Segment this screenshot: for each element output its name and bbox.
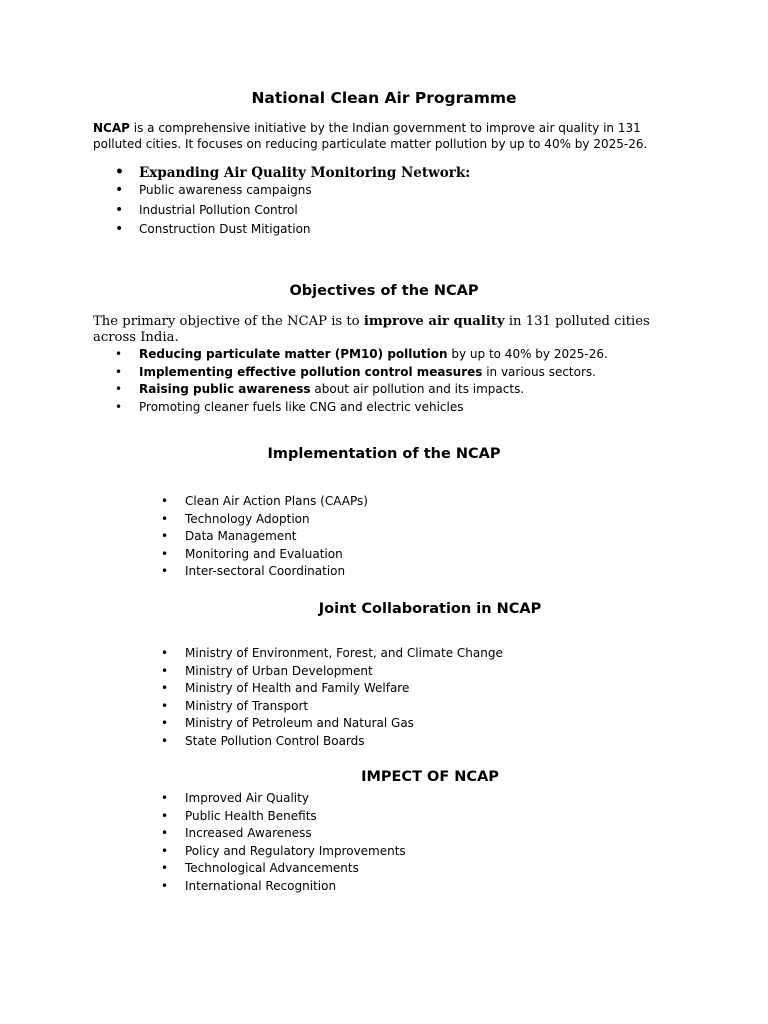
list-item: • Improved Air Quality	[185, 790, 406, 808]
list-item: • Data Management	[185, 528, 368, 546]
bullet-icon: •	[115, 399, 123, 414]
list-item: • Technological Advancements	[185, 860, 406, 878]
list-item: • Ministry of Health and Family Welfare	[185, 680, 503, 698]
list-item: • Reducing particulate matter (PM10) pollution by up to 40% by 2025-26.	[139, 346, 608, 364]
list-item: • Construction Dust Mitigation	[115, 221, 311, 238]
page-title: National Clean Air Programme	[251, 89, 517, 107]
list-item: • Ministry of Transport	[185, 698, 503, 716]
list-item: • Public awareness campaigns	[115, 182, 312, 198]
objectives-bold: improve air quality	[363, 314, 505, 329]
objectives-heading: Objectives of the NCAP	[289, 283, 479, 299]
bullet-icon: •	[115, 182, 124, 198]
list-item: • Ministry of Environment, Forest, and Climate Change	[185, 645, 503, 663]
list-item: • Implementing effective pollution control measures in various sectors.	[139, 364, 608, 382]
list-item: • Public Health Benefits	[185, 808, 406, 826]
list-item: • Ministry of Petroleum and Natural Gas	[185, 715, 503, 733]
implementation-heading: Implementation of the NCAP	[267, 446, 501, 462]
list-item: • Inter-sectoral Coordination	[185, 563, 368, 581]
bullet-icon: •	[115, 164, 124, 180]
collaboration-heading: Joint Collaboration in NCAP	[318, 601, 542, 617]
intro-text: is a comprehensive initiative by the Indian government to improve air quality in 131 polluted cities. It focuses on reducing particulate matter pollution by up to 40% by 2025-26.	[93, 121, 648, 151]
list-item: • Policy and Regulatory Improvements	[185, 843, 406, 861]
list-item: • Technology Adoption	[185, 511, 368, 529]
bullet-icon: •	[161, 663, 169, 678]
bullet-icon: •	[161, 494, 169, 508]
bullet-icon: •	[161, 826, 169, 841]
list-item: • State Pollution Control Boards	[185, 733, 503, 751]
impact-list	[161, 790, 406, 896]
list-item: • International Recognition	[185, 878, 406, 896]
list-item: • Raising public awareness about air pollution and its impacts.	[139, 381, 608, 399]
intro-bullet-list	[115, 164, 471, 239]
list-item: • Industrial Pollution Control	[115, 201, 298, 218]
intro-paragraph	[93, 120, 673, 152]
bullet-icon: •	[161, 511, 169, 526]
objectives-paragraph: The primary objective of the NCAP is to improve air quality in 131 polluted cities across India.	[93, 314, 650, 345]
bullet-icon: •	[115, 347, 123, 361]
bullet-icon: •	[161, 861, 169, 876]
bullet-icon: •	[161, 843, 169, 858]
bullet-icon: •	[161, 529, 169, 544]
bullet-icon: •	[161, 546, 169, 561]
list-item: • Monitoring and Evaluation	[185, 546, 368, 564]
bullet-icon: •	[161, 716, 169, 731]
bullet-icon: •	[161, 646, 169, 660]
bullet-icon: •	[161, 564, 169, 579]
objectives-list	[115, 346, 608, 416]
intro-bold: NCAP	[93, 121, 130, 135]
list-item: • Expanding Air Quality Monitoring Network:	[115, 164, 471, 181]
bullet-icon: •	[115, 364, 123, 379]
bullet-icon: •	[161, 808, 169, 823]
bullet-icon: •	[161, 791, 169, 805]
list-item: • Promoting cleaner fuels like CNG and electric vehicles	[139, 399, 608, 417]
list-item: • Ministry of Urban Development	[185, 663, 503, 681]
bullet-icon: •	[115, 382, 123, 397]
implementation-list	[161, 493, 368, 581]
bullet-icon: •	[161, 698, 169, 713]
bullet-icon: •	[161, 733, 169, 748]
list-item: • Clean Air Action Plans (CAAPs)	[185, 493, 368, 511]
bullet-icon: •	[161, 878, 169, 893]
collaboration-list	[161, 645, 503, 751]
bullet-icon: •	[115, 201, 124, 218]
impact-heading: IMPECT OF NCAP	[361, 769, 499, 785]
bullet-icon: •	[115, 221, 124, 238]
list-item: • Increased Awareness	[185, 825, 406, 843]
bullet-icon: •	[161, 681, 169, 696]
